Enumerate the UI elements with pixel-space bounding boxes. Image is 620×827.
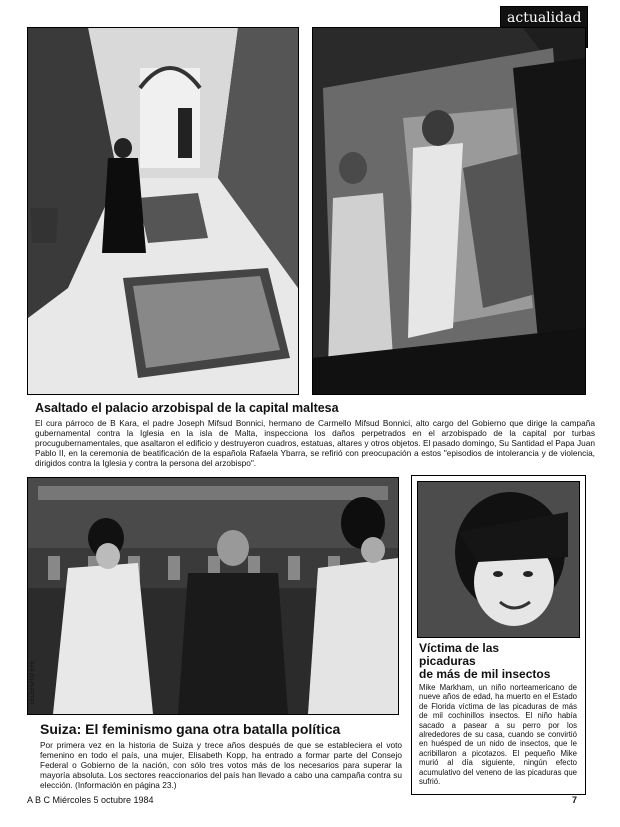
headline-insects-line1: Víctima de las xyxy=(419,641,500,655)
photo-boy-portrait xyxy=(417,481,580,638)
footer-date: A B C Miércoles 5 octubre 1984 xyxy=(27,795,154,805)
photo-swiss-council xyxy=(27,477,399,715)
footer-page-number: 7 xyxy=(572,795,578,805)
headline-insects xyxy=(419,642,579,681)
headline-switzerland: Suiza: El feminismo gana otra batalla política xyxy=(40,721,341,737)
body-switzerland: Por primera vez en la historia de Suiza y trece años después de que se estableciera el voto femenino en todo el país, una mujer, Elisabeth Kopp, ha entrado a formar parte del Consejo Federal o Gobierno de la nación, con sólo tres votos más de los necesarios para superar la mayoría absoluta. Los sectores reaccionarios del país han llevado a cabo una campaña contra su elección. (Información en página 23.) xyxy=(40,740,402,790)
photo-credit: TELEFOTO EFE xyxy=(30,660,36,705)
body-insects: Mike Markham, un niño norteamericano de nueve años de edad, ha muerto en el Estado de Florida víctima de las picaduras de más de mil cochinillos insectos. El niño había sacado a pasear a su perro por los alrededores de su casa, cuando se convirtió en huésped de un nido de insectos, que le acribillaron a picotazos. El pequeño Mike murió al día siguiente, ningún efecto acumulativo del veneno de las picaduras que sufrió. xyxy=(419,683,577,787)
section-label-line1: actualidad xyxy=(507,10,582,26)
body-malta: El cura párroco de B Kara, el padre Joseph Mifsud Bonnici, hermano de Carmello Mifsud Bonnici, alto cargo del Gobierno que dirige la campaña gubernamental contra la Iglesia en la isla de Malta, inspecciona los daños perpetrados en el arzobispado de la capital por turbas procugubernamentales, que asaltaron el edificio y destruyeron cuadros, estatuas, altares y otros objetos. El pasado domingo, Su Santidad el Papa Juan Pablo II, en la ceremonia de beatificación de la española Rafaela Ybarra, se refirió con preocupación a estos "episodios de intolerancia y de violencia, dirigidos contra la Iglesia y contra la persona del arzobispo". xyxy=(35,418,595,468)
photo-palace-corridor xyxy=(27,27,299,395)
photo-damaged-painting xyxy=(312,27,586,395)
headline-malta: Asaltado el palacio arzobispal de la capital maltesa xyxy=(35,401,339,415)
headline-insects-line2: picaduras xyxy=(419,654,476,668)
headline-insects-line3: de más de mil insectos xyxy=(419,667,551,681)
